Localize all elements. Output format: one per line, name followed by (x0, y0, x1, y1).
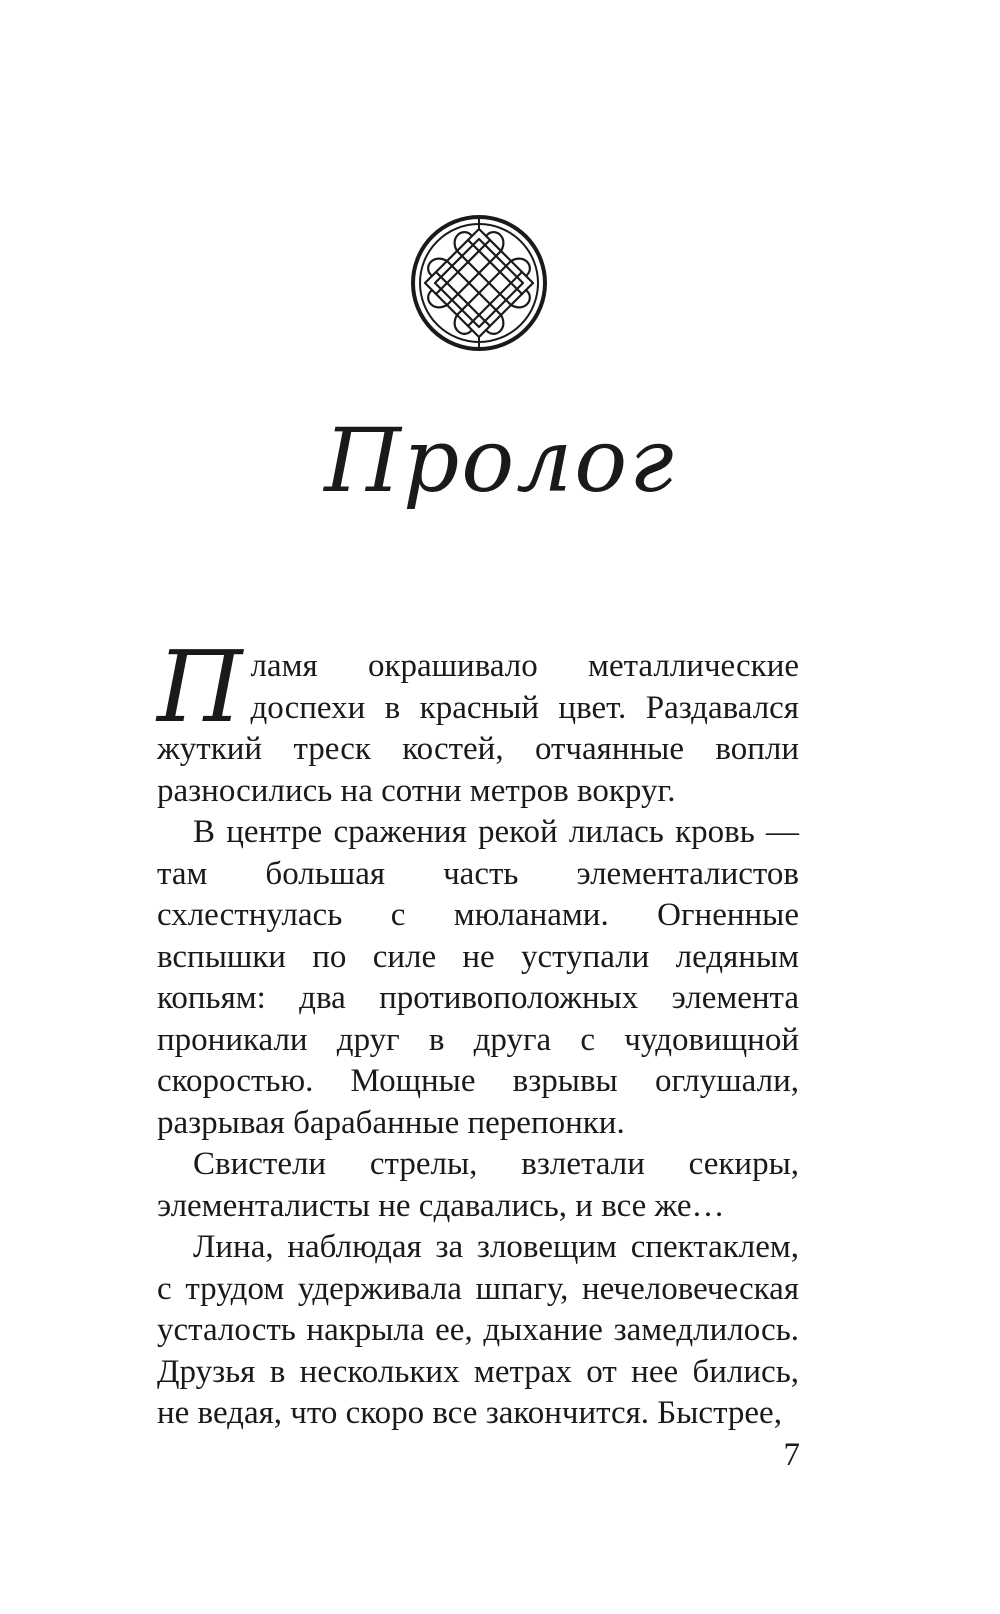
paragraph: Лина, наблюдая за зловещим спектаклем, с трудом удерживала шпагу, нечеловеческая усталость накрыла ее, дыхание замедлилось. Друзья в нескольких метрах от нее бились, не ведая, что скоро все закончится. Быстрее, (157, 1229, 799, 1431)
page-number: 7 (783, 1437, 800, 1473)
celtic-knot-icon (409, 213, 549, 353)
chapter-title: Пролог (324, 409, 676, 512)
drop-cap: П (157, 631, 243, 745)
chapter-body (157, 631, 799, 1435)
paragraph-text: ламя окрашивало металлические доспехи в красный цвет. Раздавался жуткий треск костей, отчаянные вопли разносились на сотни метров вокруг. (157, 648, 799, 809)
paragraph: Свистели стрелы, взлетали секиры, элементалисты не сдавались, и все же… (157, 1146, 799, 1224)
paragraph (157, 631, 799, 812)
paragraph: В центре сражения рекой лилась кровь — там большая часть элементалистов схлестнулась с мюланами. Огненные вспышки по силе не уступали ледяным копьям: два противоположных элемента проникали друг в друга с чудовищной скоростью. Мощные взрывы оглушали, разрывая барабанные перепонки. (157, 814, 799, 1141)
